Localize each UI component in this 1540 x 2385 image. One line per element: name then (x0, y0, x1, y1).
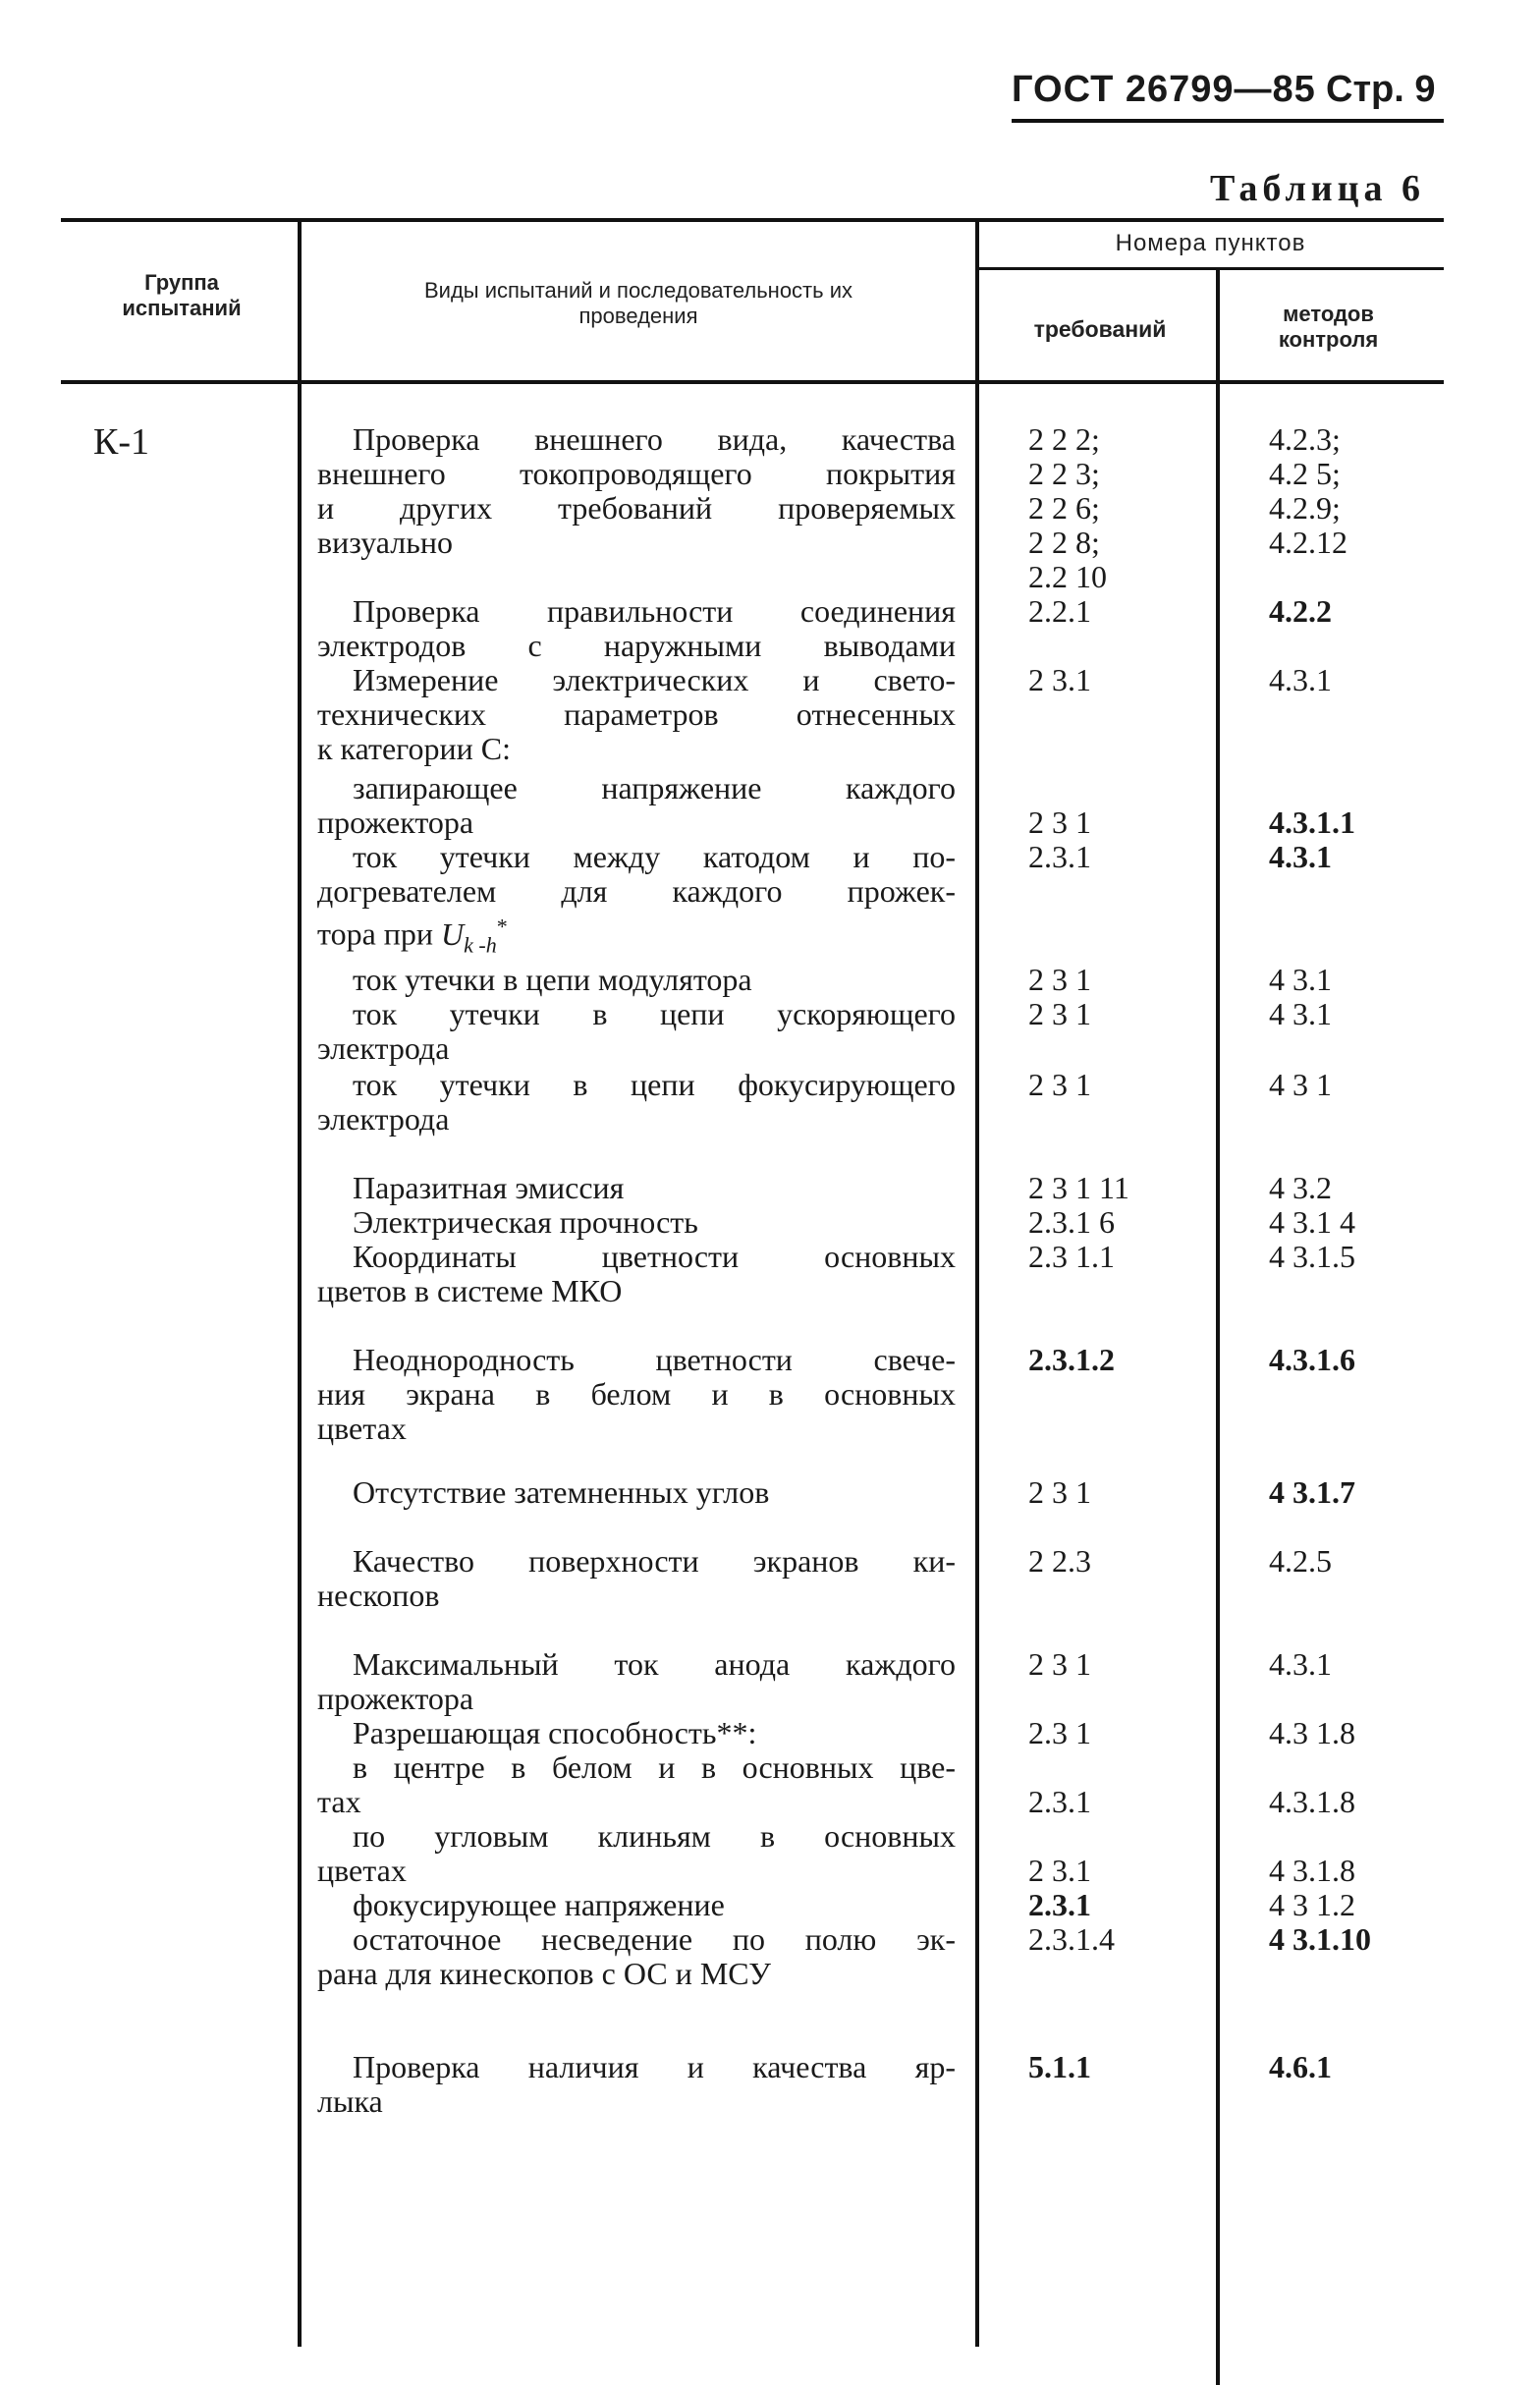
table-row-methods: 4 3.2 (1269, 1170, 1332, 1205)
header-underline (1012, 119, 1444, 123)
table-row-methods: 4 3 1.2 (1269, 1887, 1355, 1922)
table-row-methods: 4.2.2 (1269, 593, 1332, 629)
table-row-desc: Неоднородность цветности свече- ния экрана в белом и в основных цветах (317, 1342, 956, 1446)
column-header-numbers: Номера пунктов (1115, 230, 1306, 256)
numbers-header-rule (977, 267, 1444, 270)
table-row-methods: 4 3.1 (1269, 962, 1332, 997)
table-row-desc: Максимальный ток анода каждого прожектора (317, 1646, 956, 1716)
formula-u-kh: $U_{k -h}^*$ (441, 914, 508, 958)
table-row-desc: Разрешающая способность**: (353, 1715, 757, 1750)
table-row-methods: 4.3 1.8 (1269, 1715, 1355, 1750)
table-row-requirements: 2.3.1 6 (1028, 1204, 1115, 1240)
column-divider-1 (298, 222, 302, 2347)
table-row-desc: Координаты цветности основных цветов в системе МКО (317, 1239, 956, 1308)
table-row-desc: по угловым клиньям в основных цветах (317, 1818, 956, 1888)
table-row-methods: 4.2.5 (1269, 1543, 1332, 1579)
table-row-desc: Качество поверхности экранов ки- нескопов (317, 1543, 956, 1613)
table-row-requirements: 2.3.1 (1028, 839, 1091, 874)
table-row-requirements: 2.3.1.2 (1028, 1342, 1115, 1377)
table-row-methods: 4.3.1 (1269, 839, 1332, 874)
column-header-requirements: требований (1033, 316, 1167, 342)
column-divider-3 (1216, 270, 1220, 2385)
table-title: Таблица 6 (1210, 168, 1426, 209)
table-row-desc: в центре в белом и в основных цве- тах (317, 1749, 956, 1819)
table-row-requirements: 2 3.1 (1028, 1853, 1091, 1888)
table-row-requirements: 2.3 1 (1028, 1715, 1091, 1750)
table-row-requirements: 2 3 1 (1028, 962, 1091, 997)
table-header-bottom-rule (61, 380, 1444, 384)
page-number: Стр. 9 (1326, 69, 1436, 110)
table-row-methods: 4 3.1 (1269, 996, 1332, 1031)
table-row-desc: фокусирующее напряжение (353, 1887, 725, 1922)
column-header-group: Группа испытаний (122, 270, 242, 320)
table-row-methods: 4.3.1.6 (1269, 1342, 1355, 1377)
table-row-methods: 4 3.1.7 (1269, 1474, 1355, 1510)
table-row-requirements: 2.2.1 (1028, 593, 1091, 629)
table-row-methods: 4.2.3; 4.2 5; 4.2.9; 4.2.12 (1269, 421, 1348, 560)
table-row-desc: Проверка внешнего вида, качества внешнего токопроводящего покрытия и других требований проверяемых визуально (317, 421, 956, 560)
table-row-methods: 4 3 1 (1269, 1067, 1332, 1102)
table-row-requirements: 2 3 1 (1028, 804, 1091, 840)
table-row-methods: 4 3.1.10 (1269, 1921, 1371, 1957)
table-row-desc: Отсутствие затемненных углов (353, 1474, 770, 1510)
table-row-desc: ток утечки в цепи модулятора (353, 962, 752, 997)
table-row-desc: запирающее напряжение каждого прожектора (317, 770, 956, 840)
table-row-desc: Проверка наличия и качества яр- лыка (317, 2049, 956, 2119)
table-row-desc: остаточное несведение по полю эк- рана для кинескопов с ОС и МСУ (317, 1921, 956, 1991)
table-row-requirements: 2 2.3 (1028, 1543, 1091, 1579)
table-row-requirements: 2.3.1 (1028, 1887, 1091, 1922)
table-row-desc: ток утечки в цепи ускоряющего электрода (317, 996, 956, 1066)
table-row-requirements: 2 3 1 (1028, 1474, 1091, 1510)
test-group-code: К-1 (93, 421, 149, 463)
table-row-requirements: 2.3 1.1 (1028, 1239, 1115, 1274)
table-row-desc: Измерение электрических и свето- технических параметров отнесенных к категории С: (317, 662, 956, 766)
table-row-methods: 4.3.1.1 (1269, 804, 1355, 840)
table-row-requirements: 2 3 1 11 (1028, 1170, 1129, 1205)
table-row-methods: 4 3.1 4 (1269, 1204, 1355, 1240)
table-row-desc: Проверка правильности соединения электродов с наружными выводами (317, 593, 956, 663)
column-header-methods: методов контроля (1278, 302, 1379, 352)
table-row-requirements: 2.3.1 (1028, 1784, 1091, 1819)
table-row-methods: 4 3.1.8 (1269, 1853, 1355, 1888)
column-divider-2 (975, 222, 979, 2347)
table-row-desc: ток утечки между катодом и по- догревателем для каждого прожек- тора при $U_{k -h}^*$ (317, 839, 956, 958)
table-row-methods: 4.3.1.8 (1269, 1784, 1355, 1819)
table-row-desc: Паразитная эмиссия (353, 1170, 625, 1205)
table-top-rule (61, 218, 1444, 222)
table-row-methods: 4 3.1.5 (1269, 1239, 1355, 1274)
table-row-requirements: 2 3 1 (1028, 1067, 1091, 1102)
table-row-requirements: 2 3 1 (1028, 996, 1091, 1031)
table-row-requirements: 5.1.1 (1028, 2049, 1091, 2084)
table-row-desc: ток утечки в цепи фокусирующего электрода (317, 1067, 956, 1137)
table-row-requirements: 2 3.1 (1028, 662, 1091, 697)
table-row-requirements: 2 2 2; 2 2 3; 2 2 6; 2 2 8; 2.2 10 (1028, 421, 1107, 594)
table-row-methods: 4.3.1 (1269, 662, 1332, 697)
table-row-methods: 4.6.1 (1269, 2049, 1332, 2084)
table-row-methods: 4.3.1 (1269, 1646, 1332, 1682)
table-row-requirements: 2.3.1.4 (1028, 1921, 1115, 1957)
column-header-kinds: Виды испытаний и последовательность их проведения (423, 278, 852, 328)
table-row-requirements: 2 3 1 (1028, 1646, 1091, 1682)
table-row-desc: Электрическая прочность (353, 1204, 698, 1240)
standard-code: ГОСТ 26799—85 (1012, 69, 1316, 110)
